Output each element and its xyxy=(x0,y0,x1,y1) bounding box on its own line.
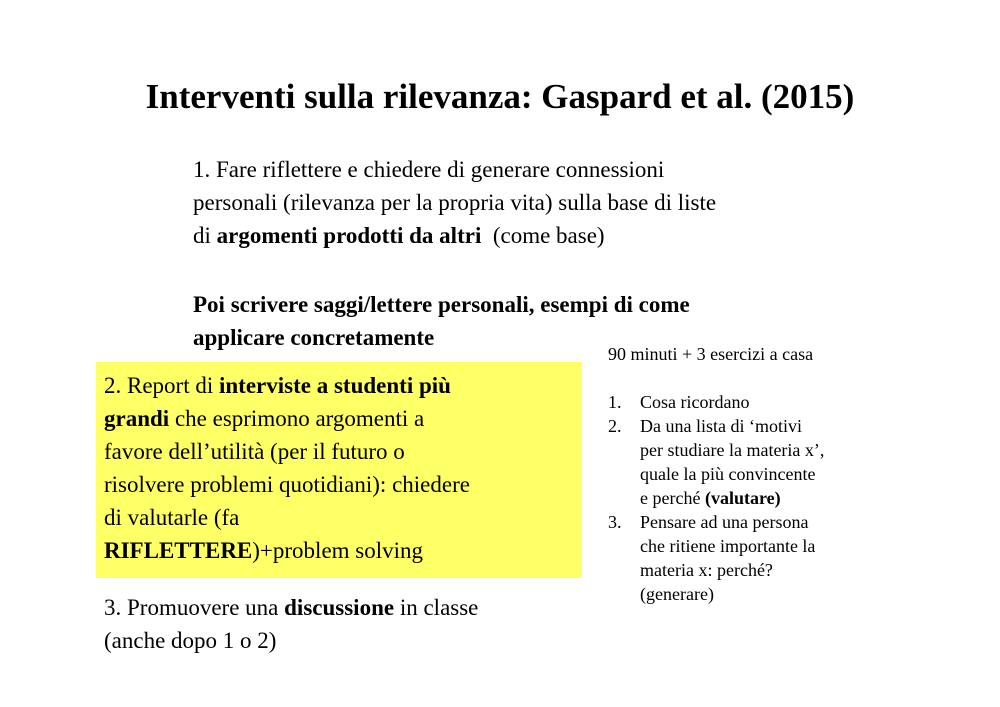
side-list-item xyxy=(608,414,908,510)
slide-title: Interventi sulla rilevanza: Gaspard et al. (2015) xyxy=(145,77,855,116)
list-number: 2. xyxy=(608,416,622,436)
side-line: Da una lista di ‘motivi xyxy=(640,416,802,436)
list-number: 1. xyxy=(608,392,622,412)
text: 3. Promuovere una xyxy=(104,595,285,620)
emphasis: argomenti prodotti da altri xyxy=(216,223,482,248)
emphasis: interviste a studenti più xyxy=(219,373,451,398)
point-2-line xyxy=(104,534,574,567)
point-1-line: 1. Fare riflettere e chiedere di generare connessioni xyxy=(193,157,665,182)
point-2-line: di valutarle (fa xyxy=(104,505,240,530)
followup-line: applicare concretamente xyxy=(193,325,435,350)
side-line xyxy=(640,486,908,510)
side-line: Cosa ricordano xyxy=(640,392,750,412)
list-number: 3. xyxy=(608,512,622,532)
side-line: (generare) xyxy=(640,584,714,604)
side-line: per studiare la materia x’, xyxy=(640,440,825,460)
emphasis: RIFLETTERE xyxy=(104,538,253,563)
followup-line: Poi scrivere saggi/lettere personali, esempi di come xyxy=(193,292,690,317)
side-list-item xyxy=(608,390,908,414)
point-2-line xyxy=(104,369,574,402)
emphasis: discussione xyxy=(284,595,395,620)
side-line: materia x: perché? xyxy=(640,560,773,580)
emphasis: (valutare) xyxy=(704,488,781,508)
point-3 xyxy=(104,591,624,657)
text: 2. Report di xyxy=(104,373,219,398)
side-line: quale la più convincente xyxy=(640,464,816,484)
side-intro: 90 minuti + 3 esercizi a casa xyxy=(608,344,814,364)
point-1-line xyxy=(193,219,913,252)
text: di xyxy=(193,223,217,248)
point-1-line: personali (rilevanza per la propria vita) sulla base di liste xyxy=(193,190,717,215)
side-list xyxy=(608,390,908,606)
point-2-line: favore dell’utilità (per il futuro o xyxy=(104,439,405,464)
side-line: Pensare ad una persona xyxy=(640,512,809,532)
emphasis: grandi xyxy=(104,406,170,431)
point-2-line: risolvere problemi quotidiani): chiedere xyxy=(104,472,470,497)
text: in classe xyxy=(394,595,479,620)
point-3-line: (anche dopo 1 o 2) xyxy=(104,628,277,653)
point-1 xyxy=(193,153,913,252)
side-notes xyxy=(608,342,908,606)
point-2-highlight-box xyxy=(96,362,582,578)
point-3-line xyxy=(104,591,624,624)
text: che esprimono argomenti a xyxy=(169,406,425,431)
point-2-line xyxy=(104,402,574,435)
side-list-item xyxy=(608,510,908,606)
text: (come base) xyxy=(481,223,605,248)
side-line: che ritiene importante la xyxy=(640,536,816,556)
text: )+problem solving xyxy=(252,538,424,563)
text: e perché xyxy=(640,488,705,508)
